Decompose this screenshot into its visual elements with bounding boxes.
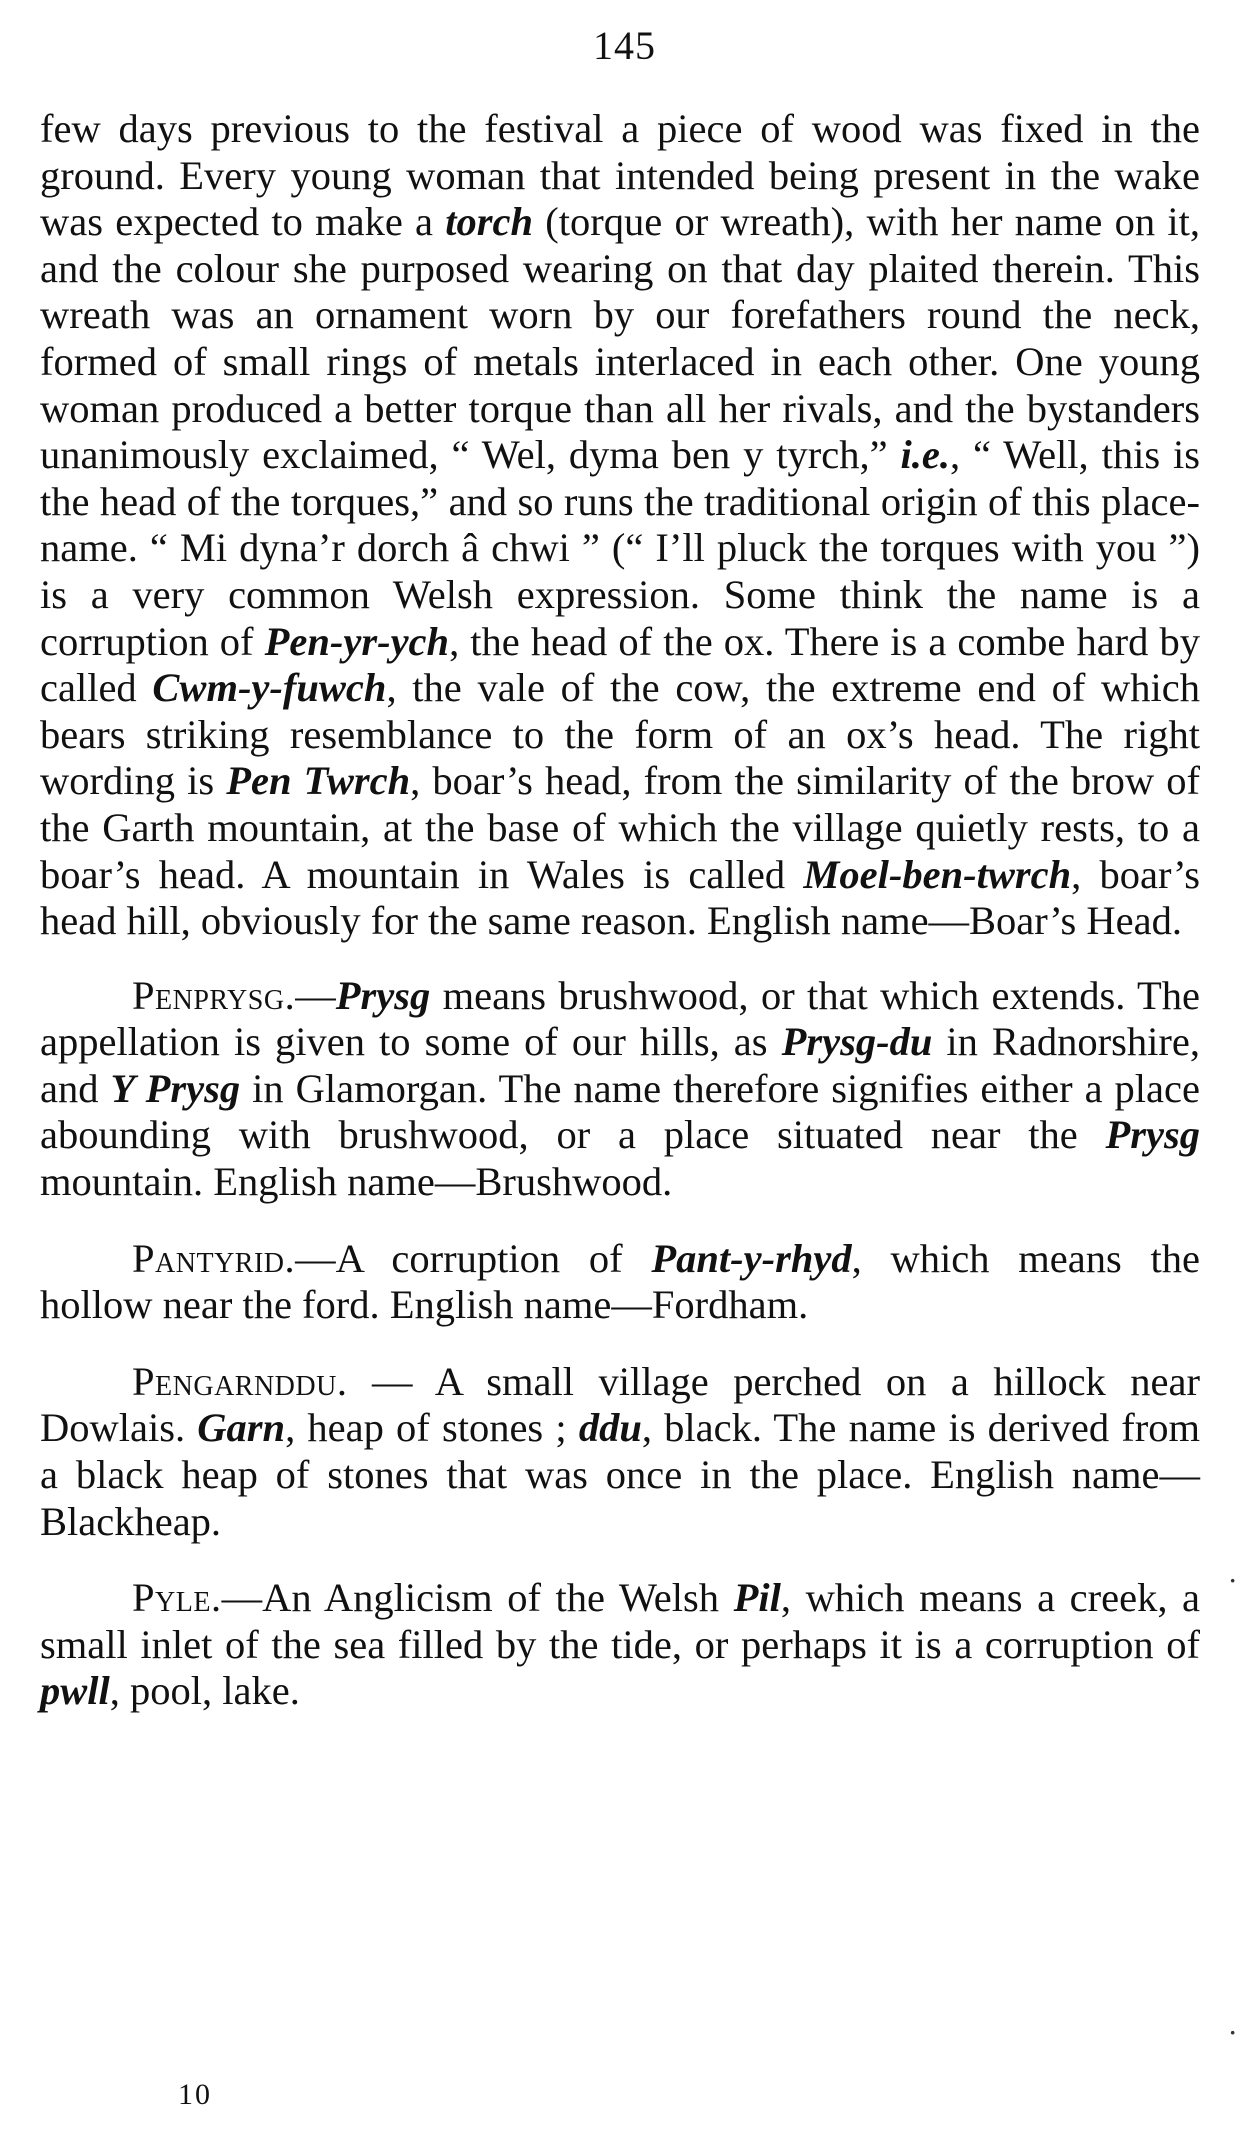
text-run: , “ Well, this is the head of the torques,” and so runs the traditional origin of this place-name. “ Mi dyna’r dorch â chwi ” (“ I’ll pluck the torques with you ”) is a very common Welsh expression. Some think the name is a corruption of	[40, 432, 1200, 664]
text-run: , which means the hollow near the ford. English name—Fordham.	[40, 1235, 1200, 1328]
text-run: , black. The name is derived from a black heap of stones that was once in the place. English name—Blackheap.	[40, 1405, 1200, 1544]
margin-dot-mark: ․	[1228, 1558, 1238, 1589]
text-run: , pool, lake.	[109, 1668, 300, 1714]
text-run: — A small village perched on a hillock near Dowlais.	[40, 1358, 1200, 1451]
italic-term: Pen Twrch	[226, 758, 411, 804]
text-run: , heap of stones ;	[285, 1405, 579, 1451]
signature-mark: 10	[178, 2078, 212, 2111]
entry-headword: Penprysg.	[132, 972, 296, 1018]
text-run: —	[295, 972, 336, 1018]
italic-term: Prysg-du	[781, 1019, 933, 1065]
text-run: , which means a creek, a small inlet of the sea filled by the tide, or perhaps it is a corruption of	[40, 1575, 1201, 1667]
italic-term: Pant-y-rhyd	[651, 1235, 852, 1281]
italic-term: Garn	[197, 1405, 286, 1451]
entry-pantyrid	[40, 1236, 1200, 1329]
paragraph-pentyrch-continued	[40, 106, 1200, 945]
text-run: means brushwood, or that which extends. The appellation is given to some of our hills, as	[40, 972, 1200, 1065]
italic-term: Prysg	[1105, 1112, 1200, 1158]
entry-headword: Pyle.	[132, 1575, 222, 1621]
italic-term: Moel-ben-twrch	[803, 851, 1072, 897]
italic-term: Pen-yr-ych	[264, 618, 450, 664]
entry-pyle	[40, 1575, 1200, 1715]
italic-term: Y Prysg	[110, 1065, 241, 1111]
text-run: —An Anglicism of the Welsh	[221, 1575, 734, 1621]
text-run: (torque or wreath), with her name on it, and the colour she purposed wearing on that day plaited therein. This wreath was an ornament worn by our forefathers round the neck, formed of small rings of metals interlaced in each other. One young woman produced a better torque than all her rivals, and the bystanders unanimously exclaimed, “ Wel, dyma ben y tyrch,”	[40, 199, 1200, 478]
body-text	[40, 106, 1200, 1715]
text-run: —A corruption of	[295, 1235, 652, 1281]
entry-headword: Pengarnddu.	[132, 1358, 348, 1404]
italic-term: i.e.	[900, 432, 950, 478]
text-run: in Radnorshire, and	[40, 1019, 1200, 1111]
entry-pengarnddu	[40, 1359, 1200, 1545]
italic-term: Prysg	[335, 972, 431, 1018]
margin-dot-mark: ․	[1228, 2010, 1238, 2041]
text-run: , boar’s head, from the similarity of the brow of the Garth mountain, at the base of which the village quietly rests, to a boar’s head. A mountain in Wales is called	[40, 758, 1201, 897]
italic-term: ddu	[578, 1405, 642, 1451]
text-run: , boar’s head hill, obviously for the same reason. English name—Boar’s Head.	[40, 851, 1200, 944]
text-run: few days previous to the festival a piece of wood was fixed in the ground. Every young woman that intended being present in the wake was expected to make a	[40, 106, 1200, 245]
italic-term: Cwm-y-fuwch	[152, 665, 387, 711]
page-number: 145	[593, 23, 656, 68]
italic-term: Pil	[733, 1575, 781, 1621]
text-run: , the head of the ox. There is a combe hard by called	[40, 618, 1200, 711]
entry-headword: Pantyrid.	[132, 1235, 296, 1281]
text-run: , the vale of the cow, the extreme end of which bears striking resemblance to the form of an ox’s head. The right wording is	[40, 665, 1201, 804]
italic-term: pwll	[40, 1668, 110, 1714]
text-run: mountain. English name—Brushwood.	[40, 1159, 673, 1205]
text-run: in Glamorgan. The name therefore signifies either a place abounding with brushwood, or a place situated near the	[40, 1065, 1200, 1158]
entry-penprysg	[40, 973, 1200, 1206]
italic-term: torch	[445, 199, 534, 245]
